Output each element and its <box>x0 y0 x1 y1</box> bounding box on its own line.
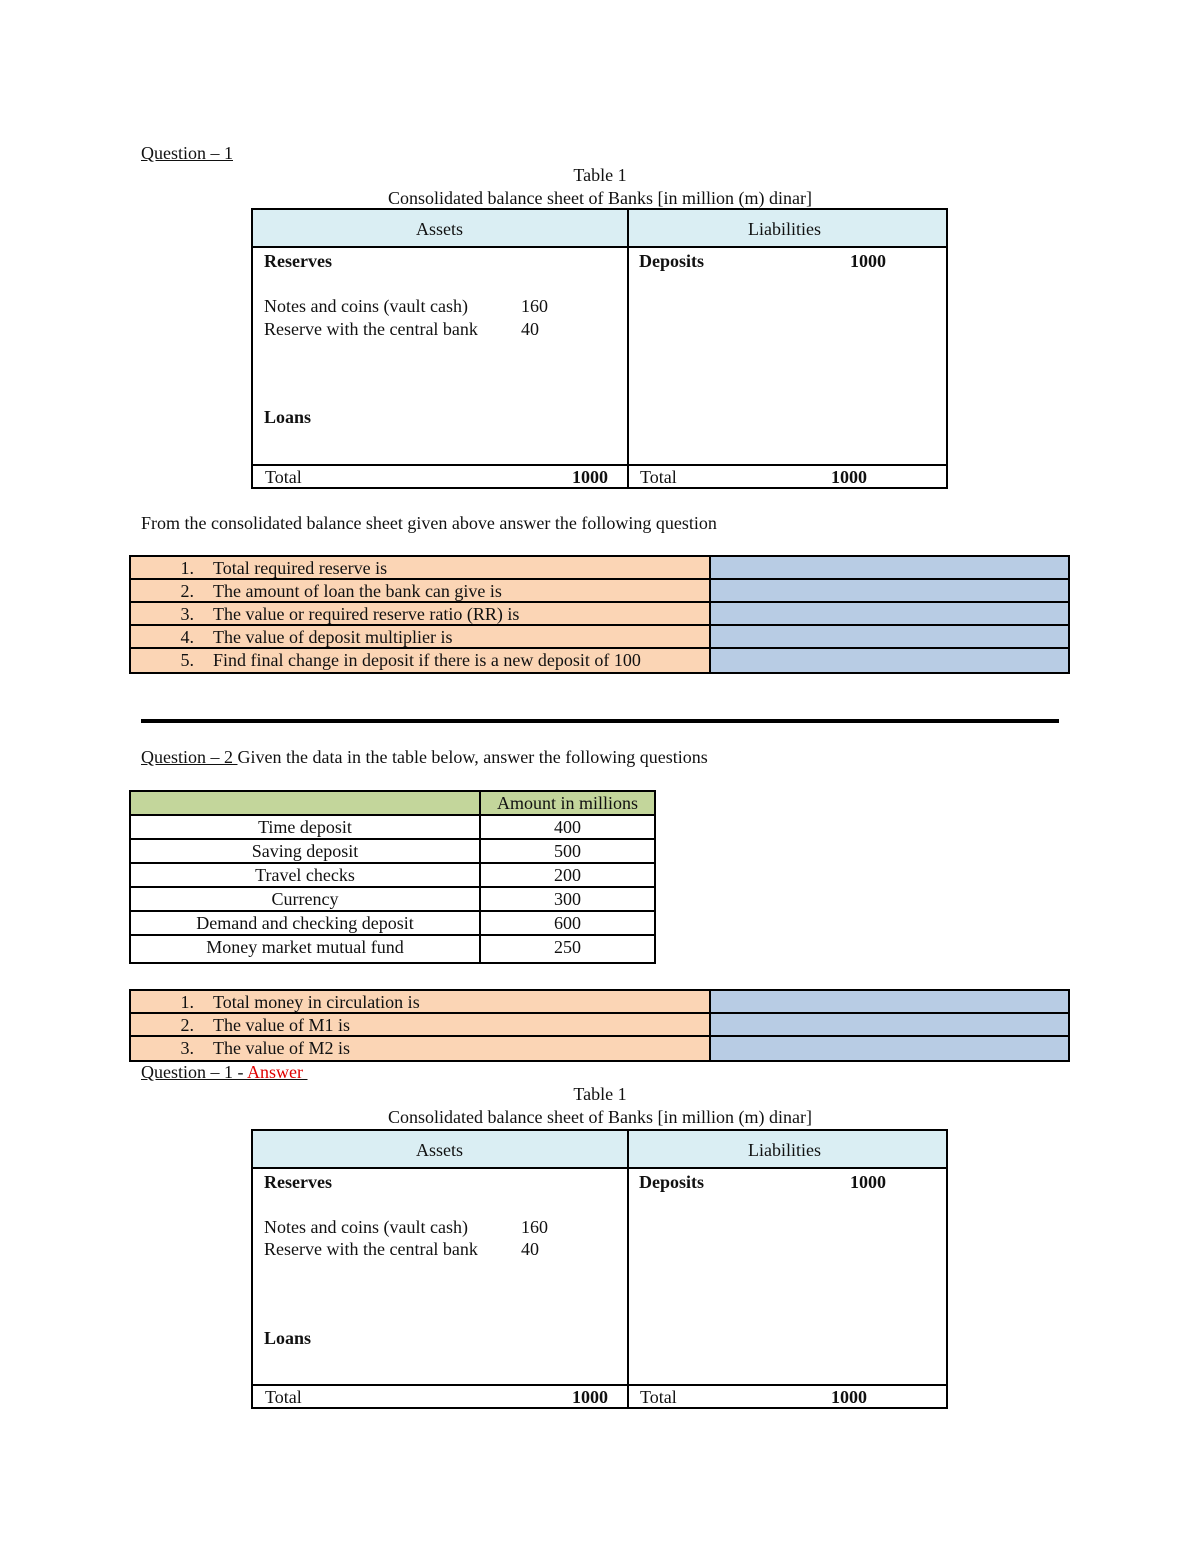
money-item-label: Demand and checking deposit <box>131 912 481 934</box>
money-item-value: 250 <box>554 937 581 957</box>
answer-cell[interactable] <box>711 626 1068 647</box>
answer-cell[interactable] <box>711 580 1068 601</box>
balance-sheet-table <box>251 208 948 489</box>
answer-total-divider <box>253 1384 946 1386</box>
money-item-value: 400 <box>554 817 581 837</box>
question-text: Total money in circulation is <box>213 992 420 1012</box>
money-supply-table <box>129 790 656 964</box>
table-row <box>131 912 654 936</box>
answer-assets-header: Assets <box>416 1140 464 1160</box>
table-row <box>131 888 654 912</box>
reserves-label: Reserves <box>264 251 332 271</box>
answer-central-reserve-value: 40 <box>521 1239 539 1259</box>
answer-word: Answer <box>247 1062 303 1082</box>
answer-balance-sheet-table <box>251 1129 948 1409</box>
question-text-cell <box>131 626 711 647</box>
question-text-cell <box>131 991 711 1012</box>
answer-notes-coins-label: Notes and coins (vault cash) <box>264 1217 468 1237</box>
answer-central-reserve-label: Reserve with the central bank <box>264 1239 478 1259</box>
answer-notes-coins-value: 160 <box>521 1217 548 1237</box>
answer-assets-total-value: 1000 <box>572 1387 608 1407</box>
question-text: The value of M1 is <box>213 1015 350 1035</box>
liabilities-total-value: 1000 <box>831 467 867 487</box>
column-divider <box>627 210 629 487</box>
question-row <box>131 991 1068 1014</box>
table-row <box>131 840 654 864</box>
money-item-label: Money market mutual fund <box>131 936 481 962</box>
assets-total-value: 1000 <box>572 467 608 487</box>
question-row <box>131 649 1068 672</box>
answer-liabilities-total-label: Total <box>640 1387 677 1407</box>
question-2-instruction: Given the data in the table below, answer the following questions <box>237 747 708 767</box>
table-row <box>131 864 654 888</box>
answer-assets-total-label: Total <box>265 1387 302 1407</box>
table-1-caption: Table 1 <box>573 165 627 185</box>
answer-heading-line <box>141 1062 308 1083</box>
question-2-list <box>129 989 1070 1062</box>
answer-balance-sheet-header <box>253 1131 946 1169</box>
money-item-label: Time deposit <box>131 816 481 838</box>
question-1-instruction: From the consolidated balance sheet given above answer the following question <box>141 513 717 533</box>
question-text-cell <box>131 1037 711 1060</box>
question-text-cell <box>131 580 711 601</box>
question-2-heading-line <box>141 747 708 768</box>
question-text: Find final change in deposit if there is a new deposit of 100 <box>213 650 641 670</box>
money-item-value: 600 <box>554 913 581 933</box>
question-row <box>131 557 1068 580</box>
question-2-heading: Question – 2 <box>141 747 238 767</box>
money-item-label: Travel checks <box>131 864 481 886</box>
question-number: 2. <box>180 581 194 601</box>
assets-total-label: Total <box>265 467 302 487</box>
question-number: 5. <box>180 650 194 670</box>
answer-cell[interactable] <box>711 557 1068 578</box>
money-item-label: Saving deposit <box>131 840 481 862</box>
question-text-cell <box>131 603 711 624</box>
liabilities-total-label: Total <box>640 467 677 487</box>
answer-table-title: Consolidated balance sheet of Banks [in million (m) dinar] <box>388 1107 812 1127</box>
answer-cell[interactable] <box>711 649 1068 672</box>
answer-liabilities-total-value: 1000 <box>831 1387 867 1407</box>
loans-label: Loans <box>264 407 312 427</box>
balance-sheet-header <box>253 210 946 248</box>
answer-reserves-label: Reserves <box>264 1172 332 1192</box>
money-table-header <box>131 792 654 816</box>
money-item-value: 300 <box>554 889 581 909</box>
answer-cell[interactable] <box>711 991 1068 1012</box>
answer-heading: Question – 1 - <box>141 1062 247 1082</box>
question-number: 4. <box>180 627 194 647</box>
money-item-label: Currency <box>131 888 481 910</box>
liabilities-header: Liabilities <box>748 219 821 239</box>
deposits-value: 1000 <box>850 251 886 271</box>
question-row <box>131 580 1068 603</box>
question-text: Total required reserve is <box>213 558 388 578</box>
central-reserve-label: Reserve with the central bank <box>264 319 478 339</box>
question-number: 1. <box>180 992 194 1012</box>
question-number: 3. <box>180 1038 194 1058</box>
answer-column-divider <box>627 1131 629 1407</box>
money-table-header-blank <box>131 792 481 814</box>
question-text: The amount of loan the bank can give is <box>213 581 502 601</box>
answer-deposits-value: 1000 <box>850 1172 886 1192</box>
money-table-header-amount: Amount in millions <box>481 792 654 814</box>
question-number: 3. <box>180 604 194 624</box>
section-divider <box>141 719 1059 723</box>
question-1-list <box>129 555 1070 674</box>
total-divider <box>253 464 946 466</box>
question-row <box>131 626 1068 649</box>
table-1-title: Consolidated balance sheet of Banks [in million (m) dinar] <box>388 188 812 208</box>
assets-header: Assets <box>416 219 464 239</box>
answer-cell[interactable] <box>711 603 1068 624</box>
question-text-cell <box>131 557 711 578</box>
notes-coins-value: 160 <box>521 296 548 316</box>
answer-loans-label: Loans <box>264 1328 312 1348</box>
question-1-heading: Question – 1 <box>141 143 233 163</box>
money-item-value: 500 <box>554 841 581 861</box>
question-row <box>131 603 1068 626</box>
question-text-cell <box>131 649 711 672</box>
question-text: The value of M2 is <box>213 1038 350 1058</box>
central-reserve-value: 40 <box>521 319 539 339</box>
question-row <box>131 1014 1068 1037</box>
question-row <box>131 1037 1068 1060</box>
answer-cell[interactable] <box>711 1037 1068 1060</box>
deposits-label: Deposits <box>639 251 705 271</box>
answer-liabilities-header: Liabilities <box>748 1140 821 1160</box>
table-row <box>131 936 654 962</box>
notes-coins-label: Notes and coins (vault cash) <box>264 296 468 316</box>
table-row <box>131 816 654 840</box>
money-item-value: 200 <box>554 865 581 885</box>
question-number: 1. <box>180 558 194 578</box>
answer-deposits-label: Deposits <box>639 1172 705 1192</box>
question-text: The value of deposit multiplier is <box>213 627 453 647</box>
answer-table-caption: Table 1 <box>573 1084 627 1104</box>
question-text: The value or required reserve ratio (RR) is <box>213 604 520 624</box>
answer-cell[interactable] <box>711 1014 1068 1035</box>
question-number: 2. <box>180 1015 194 1035</box>
question-text-cell <box>131 1014 711 1035</box>
